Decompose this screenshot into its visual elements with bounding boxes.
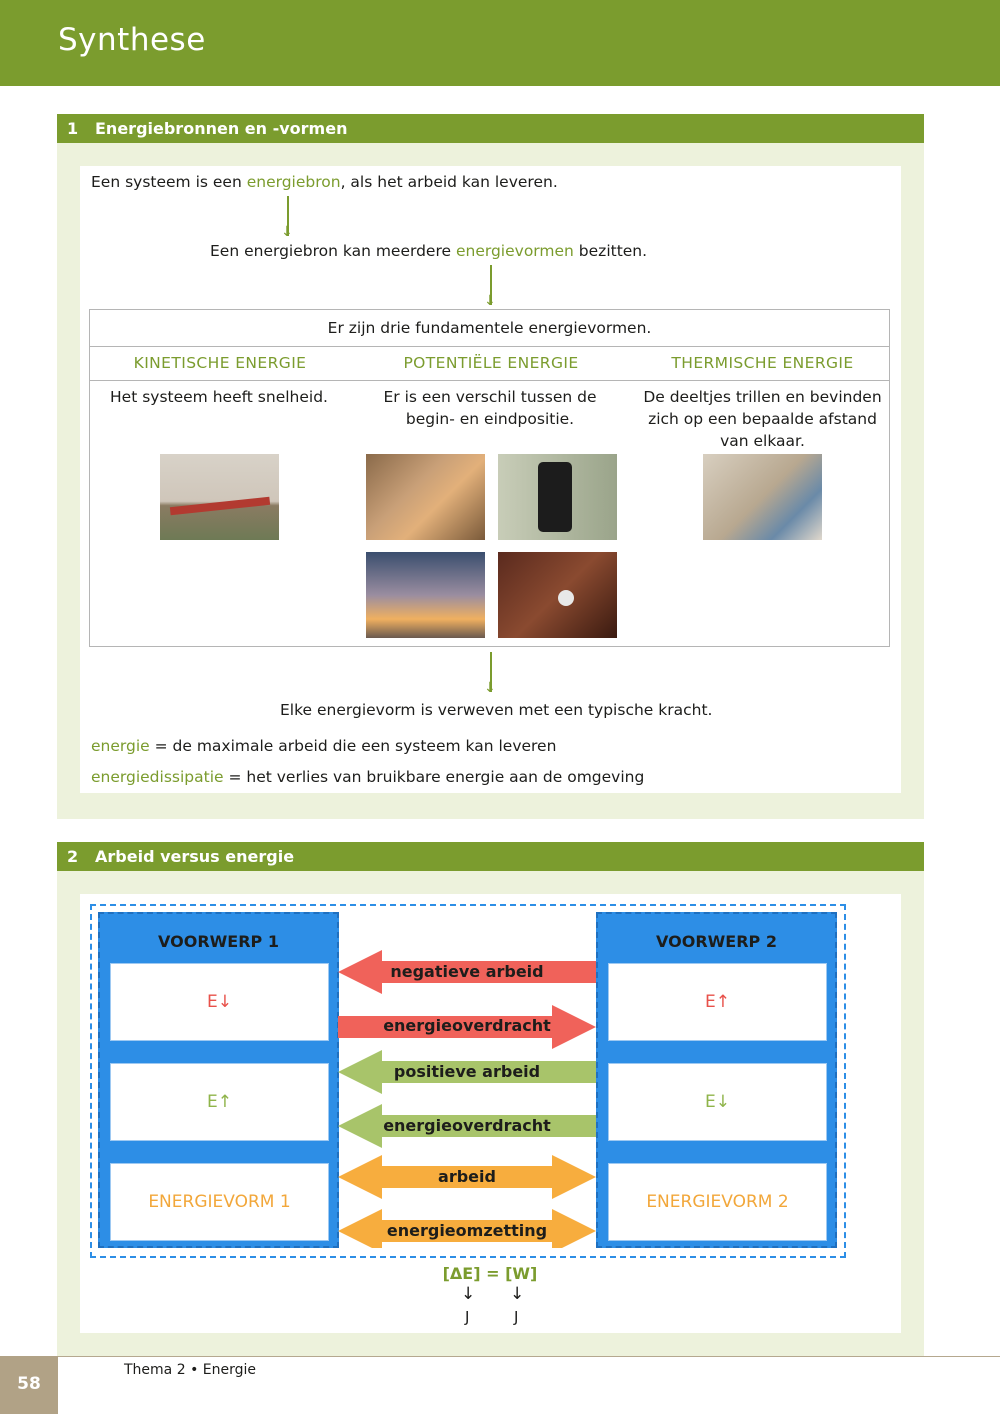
col-potential-text: Er is een verschil tussen de begin- en eindpositie.: [383, 388, 597, 428]
unit-left: J: [465, 1308, 470, 1326]
object2-box: [596, 912, 837, 1248]
formula: [ΔE] = [W]: [442, 1264, 538, 1283]
object1-box: [98, 912, 339, 1248]
object1-energy-up: E↑: [110, 1063, 329, 1141]
term-energiebron: energiebron: [246, 173, 341, 191]
col-thermal-text: De deeltjes trillen en bevinden zich op een bepaalde afstand van elkaar.: [643, 388, 882, 450]
object2-energy-form: ENERGIEVORM 2: [608, 1163, 827, 1241]
train-photo: [160, 454, 279, 540]
section2-number: 2: [67, 847, 79, 866]
people-eating-photo: [366, 454, 485, 540]
label-energy-transfer-2: energieoverdracht: [383, 1116, 551, 1135]
object2-title: VOORWERP 2: [656, 932, 777, 951]
smartphone-photo: [498, 454, 617, 540]
definition-energiedissipatie: energiedissipatie = het verlies van bruikbare energie aan de omgeving: [91, 768, 645, 786]
label-energy-transfer-1: energieoverdracht: [383, 1016, 551, 1035]
table-column-row: [90, 347, 889, 381]
object1-energy-form: ENERGIEVORM 1: [110, 1163, 329, 1241]
section1-number: 1: [67, 119, 79, 138]
label-negative-work: negatieve arbeid: [390, 962, 544, 981]
col-kinetic-text: Het systeem heeft snelheid.: [110, 388, 328, 406]
footer-text: Thema 2 • Energie: [124, 1362, 257, 1378]
drawer-photo: [498, 552, 617, 638]
arrows-graphic: [338, 948, 598, 1248]
unit-arrow-right-icon: ↓: [510, 1284, 525, 1304]
energievormen-sentence: Een energiebron kan meerdere energievormen bezitten.: [210, 242, 648, 260]
label-work: arbeid: [438, 1167, 496, 1186]
section1-bar: [57, 114, 924, 143]
unit-right: J: [514, 1308, 519, 1326]
col-potential-title: POTENTIËLE ENERGIE: [403, 354, 579, 372]
section1-title: Energiebronnen en -vormen: [95, 119, 348, 138]
force-sentence: Elke energievorm is verweven met een typische kracht.: [280, 701, 713, 719]
label-positive-work: positieve arbeid: [393, 1062, 541, 1081]
footer-line: [0, 1356, 1000, 1357]
definition-energie: energie = de maximale arbeid die een systeem kan leveren: [91, 737, 557, 755]
ironing-photo: [703, 454, 822, 540]
label-energy-conversion: energieomzetting: [386, 1221, 548, 1240]
col-thermal-title: THERMISCHE ENERGIE: [671, 354, 854, 372]
object1-title: VOORWERP 1: [158, 932, 279, 951]
table-header: Er zijn drie fundamentele energievormen.: [90, 310, 889, 347]
col-kinetic-title: KINETISCHE ENERGIE: [133, 354, 307, 372]
parachute-photo: [366, 552, 485, 638]
page-title: Synthese: [58, 22, 206, 58]
section2-title: Arbeid versus energie: [95, 847, 295, 866]
object2-energy-up: E↑: [608, 963, 827, 1041]
term-energievormen: energievormen: [455, 242, 574, 260]
energy-forms-table: [89, 309, 890, 647]
section2-bar: [57, 842, 924, 871]
page-number: 58: [0, 1356, 58, 1414]
object2-energy-down: E↓: [608, 1063, 827, 1141]
energiebron-sentence: Een systeem is een energiebron, als het arbeid kan leveren.: [91, 173, 558, 191]
object1-energy-down: E↓: [110, 963, 329, 1041]
unit-arrow-left-icon: ↓: [461, 1284, 476, 1304]
